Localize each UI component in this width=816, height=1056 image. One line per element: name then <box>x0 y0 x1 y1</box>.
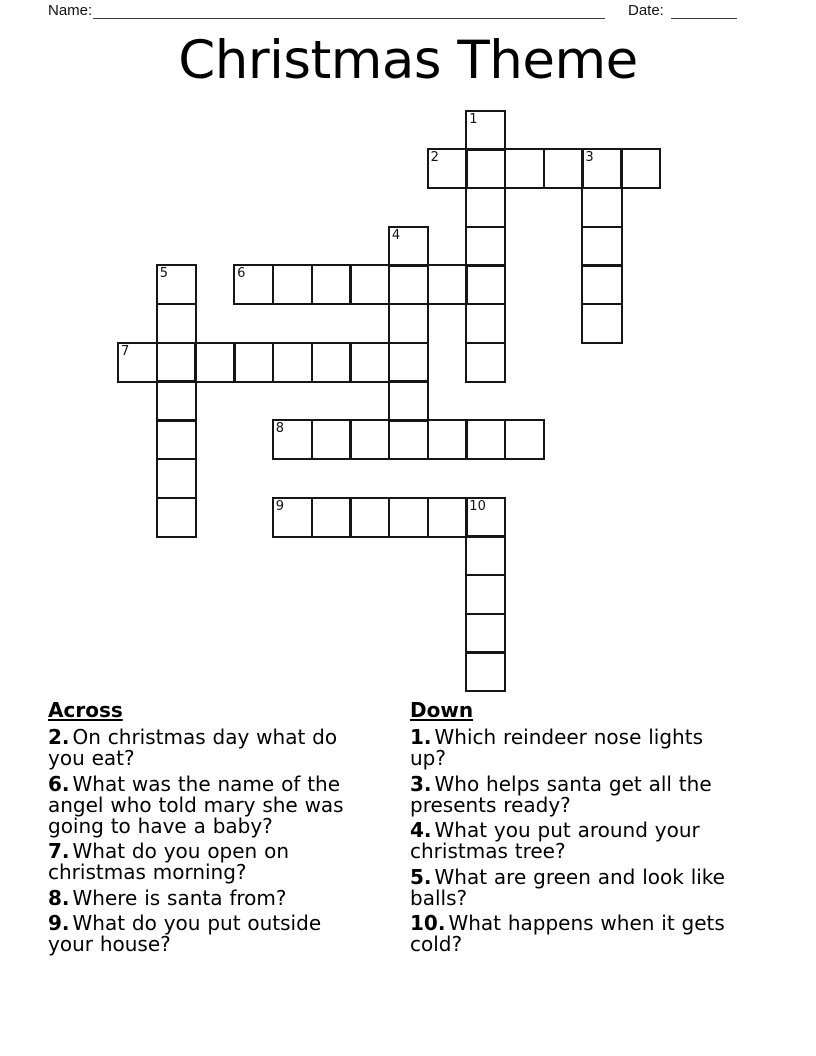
clue-number: 9. <box>48 911 70 935</box>
date-blank-line <box>671 0 737 19</box>
grid-cell <box>311 497 352 538</box>
grid-cell <box>465 574 506 615</box>
grid-cell <box>311 419 352 460</box>
across-heading: Across <box>48 698 123 722</box>
grid-cell <box>581 303 622 344</box>
grid-cell <box>465 264 506 305</box>
clue-number: 2. <box>48 725 70 749</box>
clue: 4. What you put around your christmas tree? <box>410 818 700 863</box>
grid-cell <box>465 187 506 228</box>
grid-cell <box>388 303 429 344</box>
cell-number: 1 <box>469 111 478 127</box>
page-title: Christmas Theme <box>178 30 638 91</box>
grid-cell <box>465 497 506 538</box>
grid-cell <box>465 613 506 654</box>
down-clue-list <box>410 727 731 955</box>
clue-number: 6. <box>48 771 70 796</box>
grid-cell <box>504 148 545 189</box>
grid-cell <box>504 419 545 460</box>
grid-cell <box>156 380 197 421</box>
grid-cell <box>156 497 197 538</box>
grid-cell <box>427 264 468 305</box>
cell-number: 2 <box>430 150 439 166</box>
grid-cell <box>465 419 506 460</box>
grid-cell <box>156 342 197 383</box>
grid-cell <box>581 264 622 305</box>
across-section <box>48 700 349 960</box>
clue: 3. Who helps santa get all the presents ready? <box>410 771 712 817</box>
grid-cell <box>156 264 197 305</box>
clue: 2. On christmas day what do you eat? <box>48 725 338 770</box>
grid-cell <box>272 342 313 383</box>
grid-cell <box>156 458 197 499</box>
grid-cell <box>581 187 622 228</box>
grid-cell <box>272 264 313 305</box>
grid-cell <box>272 497 313 538</box>
grid-cell <box>311 264 352 305</box>
grid-cell <box>388 226 429 267</box>
grid-cell <box>465 303 506 344</box>
grid-cell <box>465 651 506 692</box>
grid-cell <box>156 303 197 344</box>
cell-number: 7 <box>121 343 130 359</box>
clue: 1. Which reindeer nose lights up? <box>410 725 703 770</box>
cell-number: 9 <box>275 498 285 514</box>
grid-cell <box>620 148 661 189</box>
cell-number: 4 <box>391 227 401 243</box>
name-blank-line <box>93 0 605 19</box>
grid-cell <box>349 264 390 305</box>
name-label: Name: <box>48 2 93 19</box>
grid-cell <box>427 497 468 538</box>
grid-cell <box>388 419 429 460</box>
grid-cell <box>465 535 506 576</box>
down-section <box>410 700 731 960</box>
date-label: Date: <box>628 2 664 19</box>
grid-cell <box>349 497 390 538</box>
grid-cell <box>156 419 197 460</box>
grid-cell <box>388 380 429 421</box>
grid-cell <box>465 342 506 383</box>
clue: 6. What was the name of the angel who told mary she was going to have a baby? <box>48 771 344 838</box>
clue-number: 1. <box>410 725 432 749</box>
clue-number: 3. <box>410 771 432 796</box>
grid-cell <box>465 110 506 151</box>
grid-cell <box>388 342 429 383</box>
grid-cell <box>465 148 506 189</box>
clue: 7. What do you open on christmas morning? <box>48 839 289 884</box>
grid-cell <box>581 148 622 189</box>
clue: 8. Where is santa from? <box>48 885 287 910</box>
down-heading: Down <box>410 698 474 722</box>
grid-cell <box>117 342 158 383</box>
clue-number: 7. <box>48 839 70 863</box>
clue-number: 8. <box>48 885 70 910</box>
grid-cell <box>349 419 390 460</box>
grid-cell <box>388 264 429 305</box>
clue: 9. What do you put outside your house? <box>48 911 322 956</box>
grid-cell <box>194 342 235 383</box>
cell-number: 3 <box>585 150 594 166</box>
grid-cell <box>233 264 274 305</box>
cell-number: 5 <box>159 266 168 282</box>
clue: 5. What are green and look like balls? <box>410 864 725 910</box>
grid-cell <box>427 148 468 189</box>
clue-number: 10. <box>410 911 446 935</box>
across-clue-list <box>48 727 349 955</box>
grid-cell <box>233 342 274 383</box>
grid-cell <box>543 148 584 189</box>
cell-number: 6 <box>237 266 246 282</box>
grid-cell <box>465 226 506 267</box>
grid-cell <box>311 342 352 383</box>
grid-cell <box>272 419 313 460</box>
clue: 10. What happens when it gets cold? <box>410 911 725 956</box>
clue-number: 4. <box>410 818 432 842</box>
clue-number: 5. <box>410 864 432 889</box>
grid-cell <box>427 419 468 460</box>
grid-cell <box>581 226 622 267</box>
grid-cell <box>349 342 390 383</box>
cell-number: 8 <box>275 421 285 437</box>
grid-cell <box>388 497 429 538</box>
cell-number: 10 <box>469 498 486 514</box>
